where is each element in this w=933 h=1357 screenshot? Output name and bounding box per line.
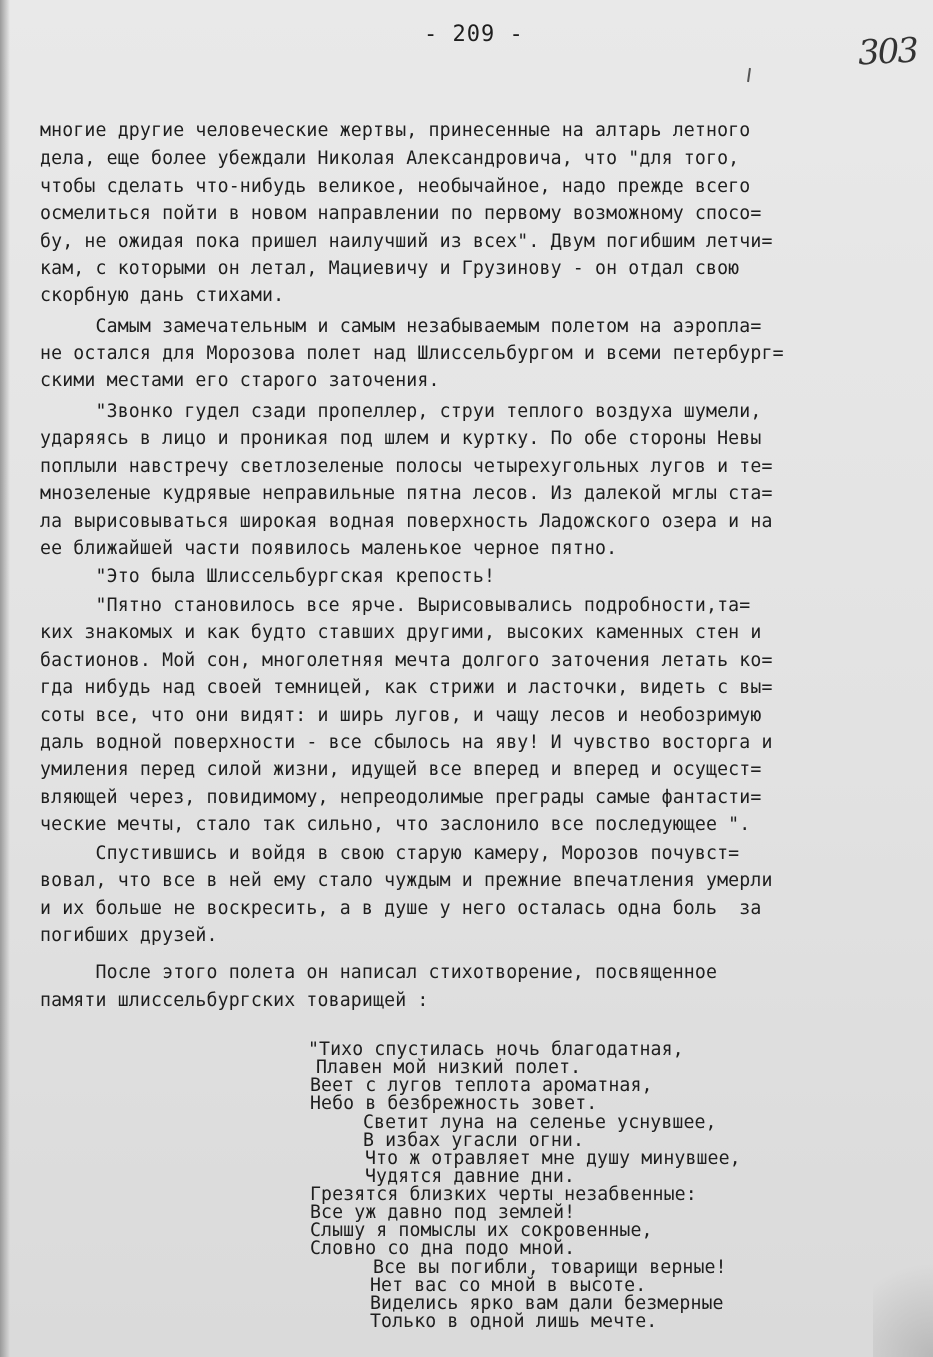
prose-line: "Это была Шлиссельбургская крепость! [40, 566, 496, 587]
prose-line: ее ближайшей части появилось маленькое черное пятно. [40, 538, 618, 559]
prose-line: мнозеленые кудрявые неправильные пятна лесов. Из далекой мглы ста= [40, 483, 773, 504]
prose-line: Самым замечательным и самым незабываемым полетом на аэропла= [40, 316, 762, 337]
poem-line: "Тихо спустилась ночь благодатная, [308, 1039, 684, 1060]
prose-line: и их больше не воскресить, а в душе у него осталась одна боль за [40, 898, 762, 919]
prose-line: погибших друзей. [40, 925, 218, 946]
prose-line: поплыли навстречу светлозеленые полосы четырехугольных лугов и те= [40, 456, 773, 477]
poem-line: Небо в безбрежность зовет. [310, 1093, 598, 1114]
prose-line: "Звонко гудел сзади пропеллер, струи теплого воздуха шумели, [40, 401, 762, 422]
prose-line: кам, с которыми он летал, Мациевичу и Грузинову - он отдал свою [40, 258, 740, 279]
prose-line: даль водной поверхности - все сбылось на яву! И чувство восторга и [40, 732, 773, 753]
prose-line: "Пятно становилось все ярче. Вырисовывались подробности,та= [40, 595, 751, 616]
archive-number: 303 [856, 30, 918, 74]
prose-line: умиления перед силой жизни, идущей все вперед и вперед и осущест= [40, 759, 762, 780]
prose-line: дела, еще более убеждали Николая Александровича, что "для того, [40, 148, 740, 169]
poem-line: Чудятся давние дни. [365, 1166, 575, 1187]
poem-line: Нет вас со мной в высоте. [370, 1275, 647, 1296]
poem-line: Грезятся близких черты незабвенные: [310, 1184, 697, 1205]
prose-line: После этого полета он написал стихотворение, посвященное [40, 962, 718, 983]
prose-line: вляющей через, повидимому, непреодолимые преграды самые фантасти= [40, 787, 762, 808]
page-edge-shadow [873, 1237, 933, 1357]
poem-line: В избах угасли огни. [363, 1130, 584, 1151]
prose-line: чтобы сделать что-нибудь великое, необычайное, надо прежде всего [40, 176, 751, 197]
prose-line: гда нибудь над своей темницей, как стрижи и ласточки, видеть с вы= [40, 677, 773, 698]
prose-line: многие другие человеческие жертвы, принесенные на алтарь летного [40, 120, 751, 141]
poem-line: Все вы погибли, товарищи верные! [373, 1257, 727, 1278]
prose-line: памяти шлиссельбургских товарищей : [40, 990, 429, 1011]
prose-line: бу, не ожидая пока пришел наилучший из всех". Двум погибшим летчи= [40, 231, 773, 252]
prose-line: ла вырисовываться широкая водная поверхность Ладожского озера и на [40, 511, 773, 532]
poem-line: Светит луна на селенье уснувшее, [363, 1112, 717, 1133]
prose-line: бастионов. Мой сон, многолетняя мечта долгого заточения летать ко= [40, 650, 773, 671]
poem-line: Все уж давно под землей! [310, 1202, 576, 1223]
prose-line: соты все, что они видят: и ширь лугов, и чащу лесов и необозримую [40, 705, 762, 726]
prose-line: вовал, что все в ней ему стало чуждым и прежние впечатления умерли [40, 870, 773, 891]
poem-line: Словно со дна подо мной. [310, 1238, 576, 1259]
poem-line: Веет с лугов теплота ароматная, [310, 1075, 653, 1096]
prose-line: ударяясь в лицо и проникая под шлем и куртку. По обе стороны Невы [40, 428, 762, 449]
prose-line: ческие мечты, стало так сильно, что заслонило все последующее ". [40, 814, 751, 835]
prose-line: осмелиться пойти в новом направлении по первому возможному спосо= [40, 203, 762, 224]
poem-line: Плавен мой низкий полет. [316, 1057, 582, 1078]
prose-line: скорбную дань стихами. [40, 285, 285, 306]
poem-line: Только в одной лишь мечте. [370, 1311, 658, 1332]
page-number: - 209 - [424, 22, 524, 47]
poem-line: Виделись ярко вам дали безмерные [370, 1293, 724, 1314]
pen-mark [747, 68, 751, 82]
prose-line: Спустившись и войдя в свою старую камеру, Морозов почувст= [40, 843, 740, 864]
prose-line: ких знакомых и как будто ставших другими, высоких каменных стен и [40, 622, 762, 643]
prose-line: не остался для Морозова полет над Шлиссельбургом и всеми петербург= [40, 343, 784, 364]
poem-line: Слышу я помыслы их сокровенные, [310, 1220, 653, 1241]
poem-line: Что ж отравляет мне душу минувшее, [365, 1148, 741, 1169]
prose-line: скими местами его старого заточения. [40, 370, 440, 391]
